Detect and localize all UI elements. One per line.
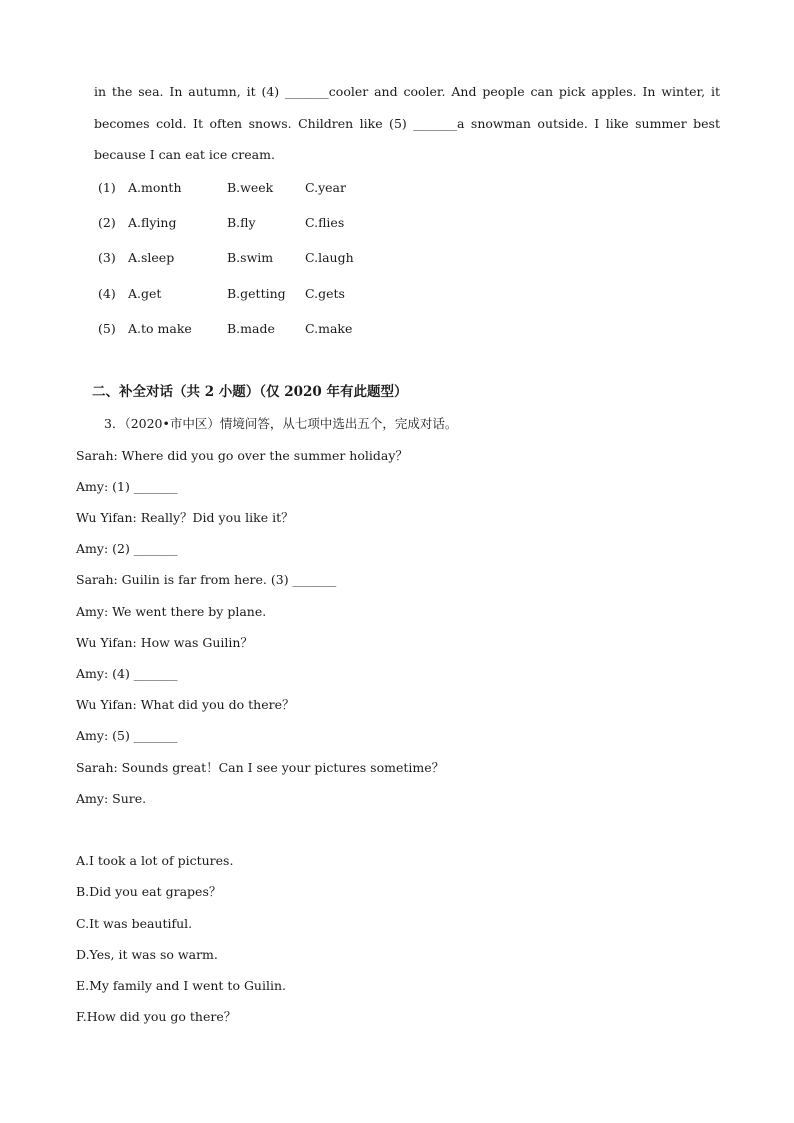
dialogue-line: Amy: (2) _______ xyxy=(76,541,178,556)
dialogue-line: Amy: Sure. xyxy=(76,791,147,806)
dialogue-line: Wu Yifan: How was Guilin？ xyxy=(76,635,253,650)
dialogue-line: Amy: (1) _______ xyxy=(76,479,178,494)
dialogue-line: Wu Yifan: What did you do there？ xyxy=(76,697,295,712)
option-a: A.get xyxy=(128,286,162,301)
dialogue-line: Amy: (5) _______ xyxy=(76,728,178,743)
dialogue-line: Amy: We went there by plane. xyxy=(76,604,267,619)
passage-line-1: in the sea. In autumn, it (4) _______cooler and cooler. And people can pick apples. In winter, it xyxy=(94,84,720,99)
passage-line-2: becomes cold. It often snows. Children like (5) _______a snowman outside. I like summer best xyxy=(94,116,720,131)
option-a: A.sleep xyxy=(128,250,175,265)
dialogue-line: Sarah: Guilin is far from here. (3) _______ xyxy=(76,572,337,587)
dialogue-line: Sarah: Sounds great！Can I see your pictures sometime？ xyxy=(76,760,445,775)
option-b: B.swim xyxy=(227,250,274,265)
choice-a: A.I took a lot of pictures. xyxy=(76,853,234,868)
option-number: (5) xyxy=(98,321,116,336)
choice-f: F.How did you go there？ xyxy=(76,1009,237,1024)
option-b: B.made xyxy=(227,321,275,336)
dialogue-line: Sarah: Where did you go over the summer holiday？ xyxy=(76,448,408,463)
option-b: B.fly xyxy=(227,215,256,230)
option-c: C.flies xyxy=(305,215,345,230)
option-a: A.flying xyxy=(128,215,177,230)
option-c: C.gets xyxy=(305,286,345,301)
dialogue-line: Amy: (4) _______ xyxy=(76,666,178,681)
option-c: C.make xyxy=(305,321,353,336)
option-b: B.getting xyxy=(227,286,286,301)
choice-e: E.My family and I went to Guilin. xyxy=(76,978,287,993)
option-number: (1) xyxy=(98,180,116,195)
choice-b: B.Did you eat grapes？ xyxy=(76,884,222,899)
section-heading: 二、补全对话（共 2 小题）（仅 2020 年有此题型） xyxy=(92,384,408,400)
option-number: (4) xyxy=(98,286,116,301)
option-a: A.month xyxy=(128,180,182,195)
option-b: B.week xyxy=(227,180,274,195)
option-c: C.year xyxy=(305,180,346,195)
passage-line-3: because I can eat ice cream. xyxy=(94,147,275,162)
choice-c: C.It was beautiful. xyxy=(76,916,193,931)
dialogue-line: Wu Yifan: Really？Did you like it？ xyxy=(76,510,294,525)
option-number: (3) xyxy=(98,250,116,265)
option-number: (2) xyxy=(98,215,116,230)
option-c: C.laugh xyxy=(305,250,354,265)
question-prompt: 3．（2020•市中区）情境问答，从七项中选出五个，完成对话。 xyxy=(104,416,458,431)
choice-d: D.Yes, it was so warm. xyxy=(76,947,218,962)
option-a: A.to make xyxy=(128,321,192,336)
